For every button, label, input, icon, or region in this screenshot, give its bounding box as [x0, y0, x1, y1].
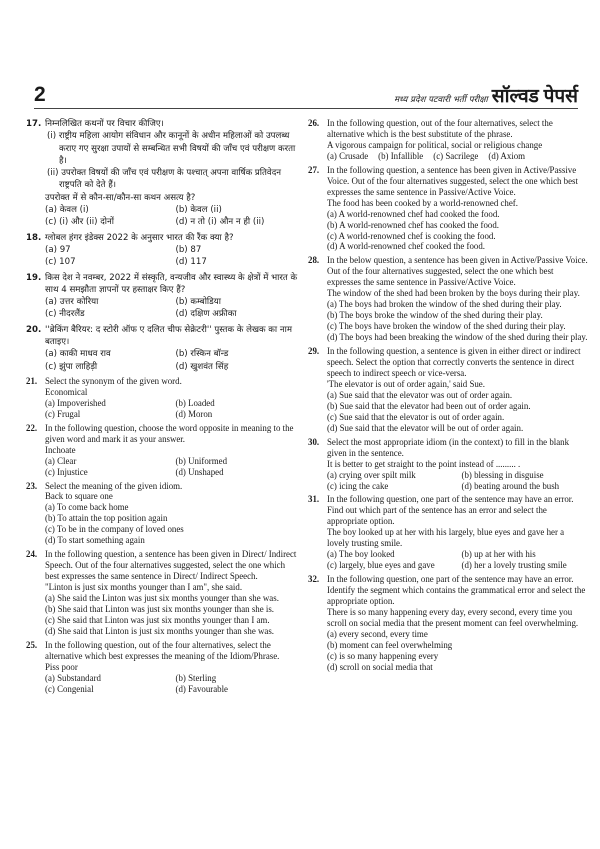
answer-option: (b) To attain the top position again [45, 513, 168, 524]
answer-option: (c) Sue said that the elevator is out of order again. [327, 411, 505, 422]
answer-option: (d) न तो (i) औन न ही (ii) [175, 217, 265, 228]
answer-option: (d) She said that Linton is just six months younger than she was. [45, 625, 275, 636]
answer-option: (b) up at her with his [461, 549, 536, 560]
answer-option: (c) is so many happening every [327, 650, 439, 661]
question-21 [26, 376, 298, 420]
answer-option: (a) Clear [45, 455, 77, 466]
answer-option: (d) her a lovely trusting smile [461, 560, 567, 571]
question-text: The window of the shed had been broken by the boys during their play. [327, 288, 580, 299]
answer-option: (b) Uniformed [175, 455, 228, 466]
question-number: 27. [308, 164, 320, 175]
question-text: Select the meaning of the given idiom. [45, 480, 183, 491]
answer-option: (c) To be in the company of loved ones [45, 524, 184, 535]
answer-option: (a) crying over spilt milk [327, 469, 416, 480]
question-text: In the following question, out of the four alternatives, select the alternative which is the best substitute of the phrase. [327, 118, 553, 139]
answer-options [327, 390, 588, 434]
answer-option: (c) Frugal [45, 408, 81, 419]
answer-option: (a) Sue said that the elevator was out of order again. [327, 389, 513, 400]
question-prompt: उपरोक्त में से कौन-सा/कौन-सा कथन असत्य है? [45, 192, 196, 203]
question-text: किस देश ने नवम्बर, 2022 में संस्कृति, वन्यजीव और स्वास्थ्य के क्षेत्रों में भारत के साथ 4 समझौता ज्ञापनों पर हस्ताक्षर किए हैं? [45, 272, 298, 295]
answer-options [327, 299, 588, 343]
answer-options [327, 629, 588, 673]
answer-option: (d) beating around the bush [461, 480, 560, 491]
answer-option: (b) A world-renowned chef has cooked the food. [327, 219, 500, 230]
question-text: Back to square one [45, 491, 113, 502]
question-text: In the following question, a sentence has been given in Direct/ Indirect Speech. Out of the four alternatives suggested, select the one which best expresses the same sentence in Direct/ Indirect Speech. [45, 549, 297, 582]
answer-option: (b) Loaded [175, 397, 215, 408]
question-number: 28. [308, 255, 320, 266]
answer-options [327, 470, 588, 492]
question-32 [308, 574, 588, 673]
answer-options [45, 593, 298, 637]
left-column [26, 118, 298, 698]
answer-option: (a) To come back home [45, 502, 129, 513]
answer-option: (b) Sterling [175, 672, 217, 683]
question-20 [26, 324, 298, 373]
answer-option: (a) Substandard [45, 672, 101, 683]
answer-option: (a) उत्तर कोरिया [45, 297, 99, 308]
question-text: निम्नलिखित कथनों पर विचार कीजिए। [45, 119, 164, 129]
running-header [394, 82, 578, 108]
question-text: Economical [45, 386, 88, 397]
question-number: 29. [308, 346, 320, 357]
answer-option: (b) केवल (ii) [175, 205, 222, 216]
question-text: In the below question, a sentence has been given in Active/Passive Voice. Out of the four alternatives suggested, select the one which best expresses the same sentence in Passive/Active Voice. [327, 255, 588, 288]
answer-option: (c) Injustice [45, 466, 88, 477]
answer-option: (b) रस्किन बॉन्ड [175, 349, 229, 360]
answer-option: (b) moment can feel overwhelming [327, 639, 453, 650]
answer-options [327, 209, 588, 253]
question-text: The boy looked up at her with his largely, blue eyes and gave her a lovely trusting smile. [327, 527, 565, 549]
question-number: 21. [26, 375, 38, 386]
question-number: 32. [308, 574, 320, 585]
statement: (i) राष्ट्रीय महिला आयोग संविधान और कानूनों के अधीन महिलाओं को उपलब्ध कराए गए सुरक्षा उपायों से सम्बन्धित सभी विषयों की जाँच एवं परीक्षण करता है। [47, 131, 296, 166]
answer-option: (d) Favourable [175, 683, 228, 694]
question-text: In the following question, a sentence has been given in Active/Passive Voice. Out of the four alternatives suggested, select the one which best expresses the same sentence in Passive/Active Voice. [327, 164, 578, 197]
question-number: 23. [26, 480, 38, 491]
answer-options [45, 204, 298, 229]
question-text: ''ब्रेकिंग बैरियर: द स्टोरी ऑफ ए दलित चीफ सेक्रेटरी'' पुस्तक के लेखक का नाम बताइए। [45, 324, 292, 348]
answer-option: (a) A world-renowned chef had cooked the food. [327, 208, 500, 219]
answer-option: (d) scroll on social media that [327, 661, 433, 672]
answer-option: (d) खुशवंत सिंह [175, 361, 229, 372]
answer-option: (b) कम्बोडिया [175, 297, 221, 308]
answer-option: (c) A world-renowned chef is cooking the food. [327, 230, 496, 241]
exam-title: मध्य प्रदेश पटवारी भर्ती परीक्षा [394, 95, 488, 105]
page-number: 2 [34, 83, 46, 106]
question-19 [26, 272, 298, 321]
question-text: The food has been cooked by a world-renowned chef. [327, 197, 518, 208]
question-27 [308, 165, 588, 253]
answer-option: (b) Infallible [378, 150, 424, 161]
answer-options [327, 549, 588, 571]
question-number: 26. [308, 118, 320, 128]
answer-option: (d) Sue said that the elevator will be out of order again. [327, 422, 524, 433]
question-text: ग्लोबल हंगर इंडेक्स 2022 के अनुसार भारत की रैंक क्या है? [45, 232, 234, 243]
answer-option: (d) To start something again [45, 535, 145, 546]
question-text: It is better to get straight to the point instead of ......... . [327, 458, 521, 469]
answer-option: (a) Crusade [327, 150, 369, 161]
question-text: Select the synonym of the given word. [45, 375, 182, 386]
answer-options [45, 398, 298, 420]
question-number: 31. [308, 494, 320, 505]
question-31 [308, 494, 588, 571]
answer-option: (c) नीदरलैंड [45, 309, 85, 320]
answer-option: (c) largely, blue eyes and gave [327, 560, 435, 571]
answer-options [45, 456, 298, 478]
answer-options [45, 296, 298, 321]
question-text: 'The elevator is out of order again,' said Sue. [327, 378, 485, 389]
answer-option: (c) Sacrilege [433, 150, 479, 161]
answer-option: (a) केवल (i) [45, 205, 89, 216]
answer-option: (b) She said that Linton was just six months younger than she is. [45, 604, 275, 614]
answer-options [45, 673, 298, 695]
question-text: Piss poor [45, 661, 78, 672]
question-text: In the following question, one part of the sentence may have an error. Find out which part of the sentence has an error and select the appropriate option. [327, 494, 574, 527]
answer-option: (c) Congenial [45, 683, 94, 694]
answer-option: (d) Moron [175, 408, 213, 419]
question-30 [308, 437, 588, 492]
series-brand: सॉल्वड पेपर्स [491, 86, 578, 107]
question-28 [308, 255, 588, 343]
answer-option: (d) Axiom [488, 150, 526, 161]
answer-option: (c) झुंपा लाहिड़ी [45, 361, 98, 372]
answer-option: (b) The boys broke the window of the shed during their play. [327, 310, 543, 321]
answer-option: (a) Impoverished [45, 397, 106, 408]
question-text: In the following question, choose the word opposite in meaning to the given word and mark it as your answer. [45, 422, 294, 444]
answer-option: (c) She said that Linton was just six months younger than I am. [45, 614, 270, 625]
question-17 [26, 118, 298, 229]
right-column [308, 118, 588, 676]
question-text: In the following question, out of the four alternatives, select the alternative which best expresses the meaning of the Idiom/Phrase. [45, 639, 280, 661]
answer-option: (b) blessing in disguise [461, 469, 544, 480]
question-25 [26, 640, 298, 695]
question-text: In the following question, a sentence is given in either direct or indirect speech. Select the option that correctly converts the sentence in direct speech to indirect speech or vice-versa. [327, 346, 581, 378]
question-number: 19. [26, 272, 42, 283]
answer-option: (d) The boys had been breaking the window of the shed during their play. [327, 332, 588, 343]
answer-option: (a) 97 [45, 244, 71, 255]
question-23 [26, 481, 298, 547]
answer-options [45, 348, 298, 373]
question-text: There is so many happening every day, every second, every time you scroll on social media that the present moment can feel overwhelming. [327, 606, 579, 628]
question-number: 22. [26, 422, 38, 433]
answer-option: (d) Unshaped [175, 466, 224, 477]
question-text: A vigorous campaign for political, social or religious change [327, 139, 543, 150]
answer-option: (b) Sue said that the elevator had been out of order again. [327, 400, 531, 411]
question-number: 18. [26, 232, 42, 243]
question-number: 30. [308, 436, 320, 447]
question-number: 24. [26, 549, 38, 560]
statement: (ii) उपरोक्त विषयों की जाँच एवं परीक्षण के पश्चात् अपना वार्षिक प्रतिवेदन राष्ट्रपति को देते हैं। [47, 168, 282, 191]
answer-option: (a) The boy looked [327, 549, 395, 560]
answer-option: (c) (i) और (ii) दोनों [45, 217, 115, 228]
question-text: Inchoate [45, 444, 76, 455]
answer-options [45, 244, 298, 269]
answer-options [45, 502, 298, 546]
question-number: 25. [26, 639, 38, 650]
header-rule [34, 108, 578, 109]
answer-option: (d) 117 [175, 257, 207, 268]
question-24 [26, 549, 298, 637]
question-number: 20. [26, 324, 42, 335]
question-text: "Linton is just six months younger than I am", she said. [45, 582, 243, 593]
answer-option: (c) The boys have broken the window of the shed during their play. [327, 321, 566, 332]
answer-option: (a) The boys had broken the window of the shed during their play. [327, 299, 562, 310]
question-29 [308, 346, 588, 434]
answer-option: (d) दक्षिण अफ्रीका [175, 309, 237, 320]
answer-option: (d) A world-renowned chef cooked the food. [327, 241, 485, 252]
question-number: 17. [26, 119, 42, 129]
answer-option: (c) 107 [45, 257, 76, 268]
answer-option: (a) She said the Linton was just six months younger than she was. [45, 593, 279, 604]
answer-option: (b) 87 [175, 244, 202, 255]
question-18 [26, 232, 298, 269]
question-text: Select the most appropriate idiom (in the context) to fill in the blank given in the sentence. [327, 436, 570, 458]
question-text: In the following question, one part of the sentence may have an error. Identify the segment which contains the grammatical error and select the appropriate option. [327, 574, 586, 607]
answer-options [327, 151, 588, 162]
answer-option: (a) काकी माधव राव [45, 349, 111, 360]
question-26 [308, 118, 588, 162]
question-22 [26, 423, 298, 478]
answer-option: (c) icing the cake [327, 480, 389, 491]
answer-option: (a) every second, every time [327, 628, 428, 639]
